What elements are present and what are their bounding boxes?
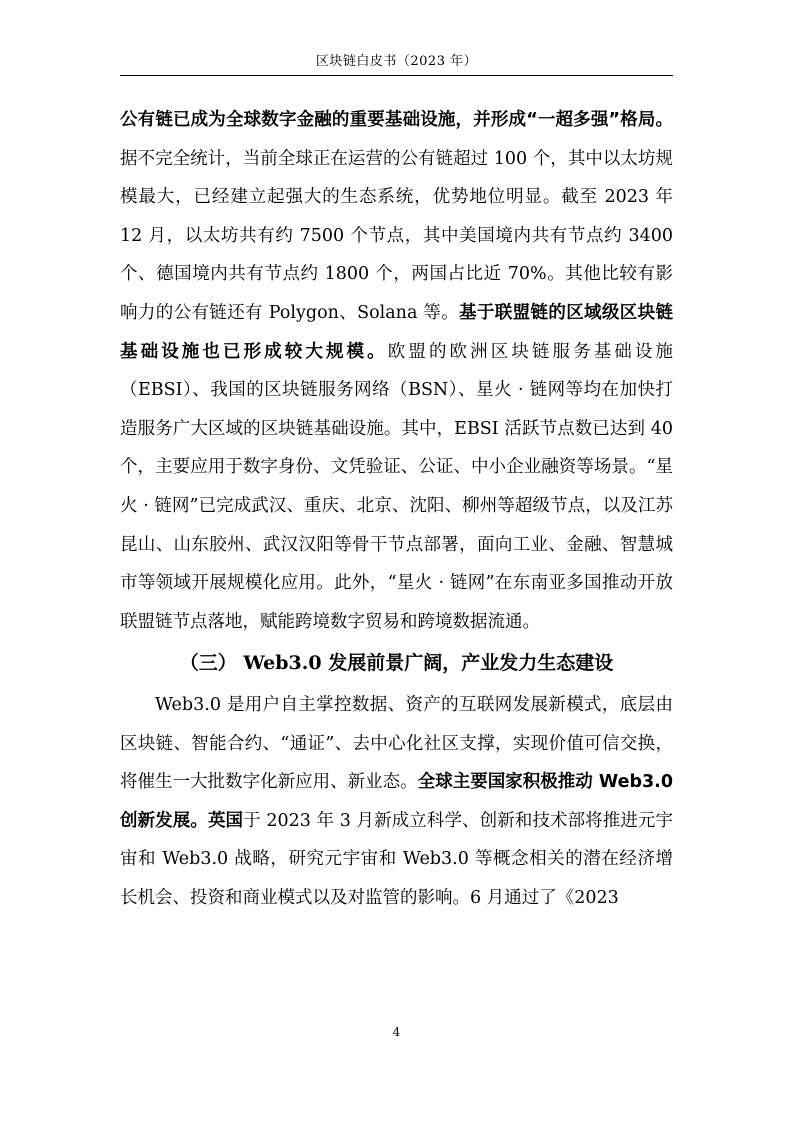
bold-sentence-web3-policy: 全球主要国家积极推动 Web3.0 创新发展。 (120, 772, 673, 831)
body-text-public-chain: 据不完全统计，当前全球正在运营的公有链超过 100 个，其中以太坊规模最大，已经建立起强大的生态系统，优势地位明显。截至 2023 年 12 月，以太坊共有约 7500 个节点，其中美国境内共有节点约 3400 个、德国境内共有节点约 1800 个，两国占比近 70%。其他比较有影响力的公有链还有 Polygon、Solana 等。 (120, 148, 673, 323)
section-heading: （三） Web3.0 发展前景广阔，产业发力生态建设 (179, 652, 614, 675)
body-text-uk-policy: 于 2023 年 3 月新成立科学、创新和技术部将推进元宇宙和 Web3.0 战略，研究元宇宙和 Web3.0 等概念相关的潜在经济增长机会、投资和商业模式以及对监管的影响。6 月通过了《2023 (120, 810, 674, 908)
document-body (120, 101, 673, 917)
bold-sentence-consortium-chain: 基于联盟链的区域级区块链基础设施也已形成较大规模。 (120, 302, 673, 362)
body-text-consortium-chain: 欧盟的欧洲区块链服务基础设施（EBSI）、我国的区块链服务网络（BSN）、星火 · 链网等均在加快打造服务广大区域的区块链基础设施。其中，EBSI 活跃节点数已达到 40 个，主要应用于数字身份、文凭验证、公证、中小企业融资等场景。“星火 · 链网”已完成武汉、重庆、北京、沈阳、柳州等超级节点，以及江苏昆山、山东胶州、武汉汉阳等骨干节点部署，面向工业、金融、智慧城市等领域开展规模化应用。此外，“星火 · 链网”在东南亚多国推动开放联盟链节点落地，赋能跨境数字贸易和跨境数据流通。 (120, 341, 673, 632)
bold-sentence-public-chain: 公有链已成为全球数字金融的重要基础设施，并形成“一超多强”格局。 (120, 110, 673, 130)
page-number: 4 (392, 1025, 401, 1039)
paragraph-public-chain (120, 101, 673, 641)
paragraph-web3 (120, 686, 673, 918)
body-text-web3-intro: Web3.0 是用户自主掌控数据、资产的互联网发展新模式，底层由区块链、智能合约、“通证”、去中心化社区支撑，实现价值可信交换，将催生一大批数字化新应用、新业态。 (120, 694, 673, 793)
header-divider (120, 75, 673, 76)
bold-term-uk: 英国 (207, 810, 244, 831)
page-header: 区块链白皮书（2023 年） (315, 54, 478, 69)
